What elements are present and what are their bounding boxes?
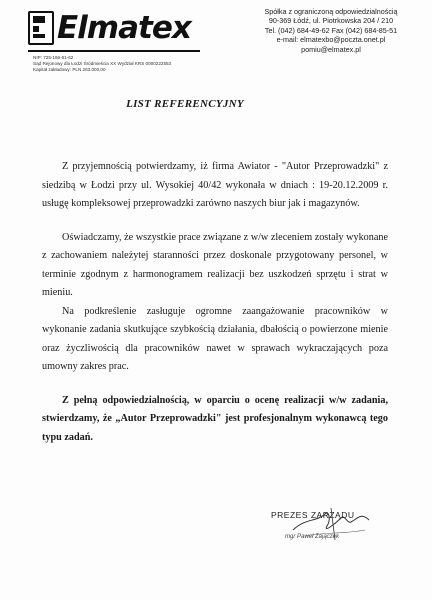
- company-registration: [33, 55, 171, 73]
- elmatex-logo-icon: [28, 11, 54, 45]
- registration-line: Kapitał zakładowy: PLN 263.000,00: [33, 67, 106, 72]
- signature-block: [265, 500, 385, 550]
- letter-title: LIST REFERENCYJNY: [126, 98, 244, 110]
- paragraph-conclusion: Z pełną odpowiedzialnością, w oparciu o ocenę realizacji w/w zadania, stwierdzamy, że „Autor Przeprowadzki" jest profesjonalnym wykonawcą tego typu zadań.: [42, 394, 388, 443]
- registration-line: NIP: 725-166-61-62: [33, 55, 74, 60]
- letter-body: [42, 158, 388, 447]
- contact-line: e-mail: elmatexbo@poczta.onet.pl: [276, 35, 386, 45]
- company-contact: [236, 7, 426, 54]
- paragraph-confirmation: Z przyjemnością potwierdzamy, iż firma Awiator - "Autor Przeprowadzki" z siedzibą w Łodzi przy ul. Wysokiej 40/42 wykonała w dniach : 19-20.12.2009 r. usługę kompleksowej przeprowadzki zarówno naszych biur jak i magazynów.: [42, 161, 388, 209]
- paragraph-emphasis: Na podkreślenie zasługuje ogromne zaangażowanie pracowników w wykonanie zadania skutkujące szybkością działania, dbałością o powierzone mienie oraz życzliwością dla pracowników nawet w sprawach wykraczających poza umowny zakres prac.: [42, 305, 388, 372]
- contact-line: Spółka z ograniczoną odpowiedzialnością: [264, 7, 398, 16]
- logo-underline: [28, 50, 200, 52]
- company-logo: [28, 8, 191, 48]
- logo-text: Elmatex: [57, 9, 191, 46]
- contact-line: 90-369 Łódź, ul. Piotrkowska 204 / 210: [268, 16, 394, 26]
- contact-line: pomiu@elmatex.pl: [301, 44, 361, 54]
- paragraph-declaration: Oświadczamy, że wszystkie prace związane z w/w zleceniem zostały wykonane z zachowaniem należytej staranności przez doskonale przygotowany personel, w terminie zgodnym z harmonogramem realizacji bez uszkodzeń sprzętu i strat w mieniu.: [42, 231, 388, 298]
- handwritten-signature: [265, 500, 385, 550]
- registration-line: Sąd Rejonowy dla Łodzi Śródmieścia XX Wydział KRS 0000222553: [33, 61, 172, 66]
- stamp-title: PREZES ZARZĄDU: [271, 510, 355, 520]
- stamp-name: mgr Paweł Zajączek: [285, 534, 340, 540]
- contact-line: Tel. (042) 684-49-62 Fax (042) 684-85-51: [264, 25, 398, 35]
